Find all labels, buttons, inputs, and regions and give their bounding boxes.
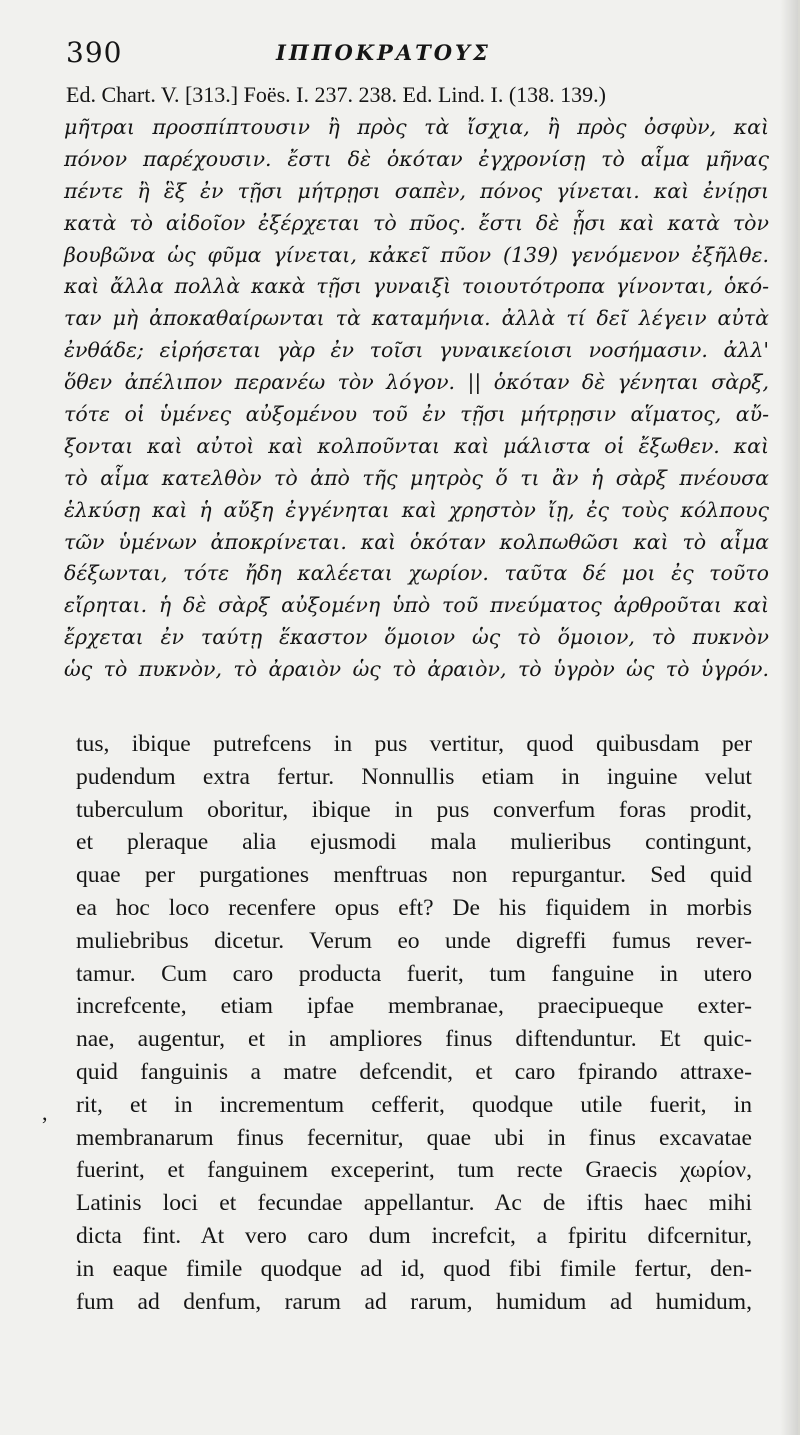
greek-line: καὶ ἄλλα πολλὰ κακὰ τῇσι γυναιξὶ τοιουτότροπα γίνονται, ὁκό- [64, 274, 769, 299]
greek-line: πόνον παρέχουσιν. ἔστι δὲ ὁκόταν ἐγχρονίσῃ τὸ αἷμα μῆνας [64, 146, 769, 171]
latin-line: membranarum finus fecernitur, quae ubi in finus excavatae [76, 1124, 752, 1151]
greek-line: ταν μὴ ἀποκαθαίρωνται τὰ καταμήνια. ἀλλὰ τί δεῖ λέγειν αὐτὰ [64, 306, 769, 331]
latin-line: et pleraque alia ejusmodi mala mulieribus contingunt, [76, 829, 752, 856]
latin-line: tamur. Cum caro producta fuerit, tum fanguine in utero [76, 960, 752, 987]
greek-line: ἑλκύσῃ καὶ ἡ αὔξη ἐγγένηται καὶ χρηστὸν ἴῃ, ἐς τοὺς κόλπους [64, 497, 769, 522]
greek-line: μῆτραι προσπίπτουσιν ἢ πρὸς τὰ ἴσχια, ἢ πρὸς ὀσφὺν, καὶ [64, 115, 769, 139]
latin-line: tuberculum oboritur, ibique in pus converfum foras prodit, [76, 796, 752, 823]
greek-text-block [64, 112, 769, 686]
greek-line: ἔρχεται ἐν ταύτῃ ἕκαστον ὅμοιον ὡς τὸ ὅμοιον, τὸ πυκνὸν [64, 625, 769, 650]
greek-line: τὸ αἷμα κατελθὸν τὸ ἀπὸ τῆς μητρὸς ὅ τι ἂν ἡ σὰρξ πνέουσα [64, 465, 769, 490]
greek-line: ξονται καὶ αὐτοὶ καὶ κολποῦνται καὶ μάλιστα οἱ ἔξωθεν. καὶ [64, 433, 769, 458]
greek-line: τῶν ὑμένων ἀποκρίνεται. καὶ ὁκόταν κολπωθῶσι καὶ τὸ αἷμα [64, 529, 769, 554]
greek-line: εἴρηται. ἡ δὲ σὰρξ αὐξομένη ὑπὸ τοῦ πνεύματος ἀρθροῦται καὶ [64, 593, 769, 618]
latin-line: pudendum extra fertur. Nonnullis etiam in inguine velut [76, 763, 752, 790]
greek-line: ὅθεν ἀπέλιπον περανέω τὸν λόγον. || ὁκόταν δὲ γένηται σὰρξ, [64, 370, 769, 395]
latin-line: ea hoc loco recenfere opus eft? De his fiquidem in morbis [76, 894, 752, 921]
edition-reference-line: Ed. Chart. V. [313.] Foës. I. 237. 238. Ed. Lind. I. (138. 139.) [66, 82, 606, 107]
latin-line: in eaque fimile quodque ad id, quod fibi fimile fertur, den- [76, 1255, 752, 1282]
greek-line: δέξωνται, τότε ἤδη καλέεται χωρίον. ταῦτα δέ μοι ἐς τοῦτο [64, 561, 769, 586]
page-header [66, 36, 738, 76]
margin-mark: , [42, 1100, 48, 1125]
latin-line: rit, et in incrementum cefferit, quodque utile fuerit, in [76, 1091, 752, 1118]
latin-line: nae, augentur, et in ampliores finus diftenduntur. Et quic- [76, 1026, 752, 1053]
latin-line: Latinis loci et fecundae appellantur. Ac de iftis haec mihi [76, 1190, 752, 1217]
running-head: ΙΠΠΟΚΡΑΤΟΥΣ [276, 40, 491, 65]
greek-line: ἐνθάδε; εἰρήσεται γὰρ ἐν τοῖσι γυναικείοισι νοσήμασιν. ἀλλ' [64, 338, 769, 363]
greek-line: κατὰ τὸ αἰδοῖον ἐξέρχεται τὸ πῦος. ἔστι δὲ ᾗσι καὶ κατὰ τὸν [64, 210, 769, 235]
latin-line: quid fanguinis a matre defcendit, et caro fpirando attraxe- [76, 1058, 752, 1085]
latin-line: muliebribus dicetur. Verum eo unde digreffi fumus rever- [76, 927, 752, 954]
latin-line: tus, ibique putrefcens in pus vertitur, quod quibusdam per [76, 731, 752, 757]
page-number: 390 [66, 36, 123, 69]
latin-line: fuerint, et fanguinem exceperint, tum recte Graecis χωρίον, [76, 1157, 752, 1184]
latin-line: quae per purgationes menftruas non repurgantur. Sed quid [76, 862, 752, 889]
latin-line: increfcente, etiam ipfae membranae, praecipueque exter- [76, 993, 752, 1020]
greek-line: τότε οἱ ὑμένες αὐξομένου τοῦ ἐν τῇσι μήτρῃσιν αἵματος, αὔ- [64, 402, 769, 427]
latin-line: fum ad denfum, rarum ad rarum, humidum ad humidum, [76, 1288, 752, 1315]
greek-line: βουβῶνα ὡς φῦμα γίνεται, κἀκεῖ πῦον (139) γενόμενον ἐξῆλθε. [64, 242, 769, 267]
greek-line: πέντε ἢ ἓξ ἐν τῇσι μήτρῃσι σαπὲν, πόνος γίνεται. καὶ ἐνίῃσι [64, 178, 769, 203]
latin-text-block [76, 728, 752, 1318]
latin-line: dicta fint. At vero caro dum increfcit, a fpiritu difcernitur, [76, 1222, 752, 1249]
greek-line: ὡς τὸ πυκνὸν, τὸ ἀραιὸν ὡς τὸ ἀραιὸν, τὸ ὑγρὸν ὡς τὸ ὑγρόν. [64, 657, 769, 682]
